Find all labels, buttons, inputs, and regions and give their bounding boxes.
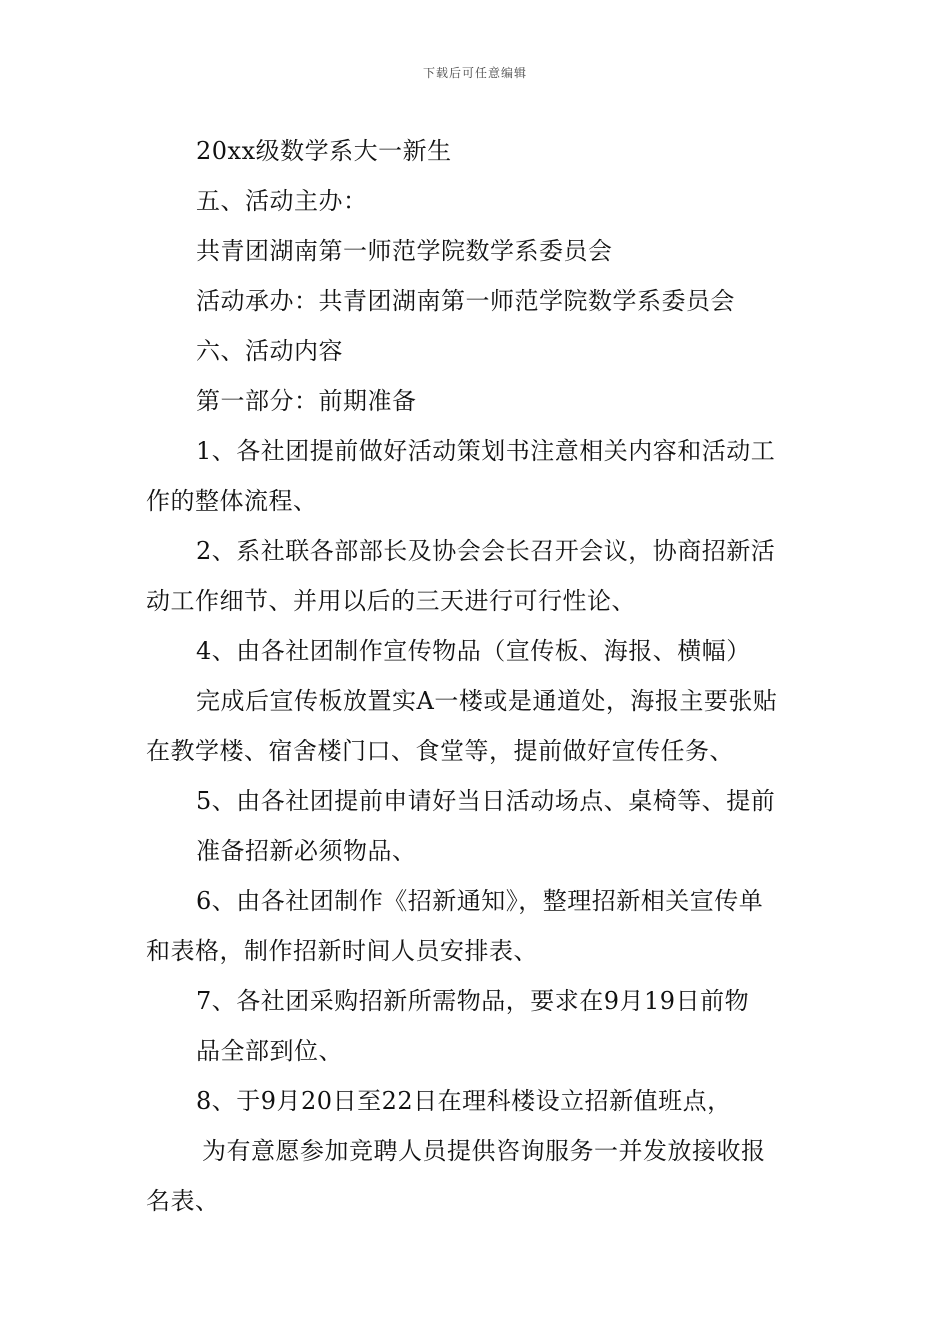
item-4-line-2: 完成后宣传板放置实A一楼或是通道处，海报主要张贴 — [196, 687, 778, 715]
heading-part-one: 第一部分：前期准备 — [196, 387, 417, 415]
page-header-note: 下载后可任意编辑 — [422, 66, 527, 80]
item-4-line-3: 在教学楼、宿舍楼门口、食堂等，提前做好宣传任务、 — [146, 737, 734, 765]
item-8-line-3: 名表、 — [146, 1187, 220, 1215]
heading-activity-content: 六、活动内容 — [196, 337, 343, 365]
item-6-line-2: 和表格，制作招新时间人员安排表、 — [146, 937, 538, 965]
item-1-line-1: 1、各社团提前做好活动策划书注意相关内容和活动工 — [196, 437, 776, 465]
line-organizer: 共青团湖南第一师范学院数学系委员会 — [196, 237, 613, 265]
item-4-line-1: 4、由各社团制作宣传物品（宣传板、海报、横幅） — [196, 637, 751, 665]
item-2-line-2: 动工作细节、并用以后的三天进行可行性论、 — [146, 587, 636, 615]
item-1-line-2: 作的整体流程、 — [146, 487, 318, 515]
item-7-line-2: 品全部到位、 — [196, 1037, 343, 1065]
item-8-line-2: 为有意愿参加竞聘人员提供咨询服务一并发放接收报 — [202, 1137, 766, 1165]
item-7-line-1: 7、各社团采购招新所需物品，要求在9月19日前物 — [196, 987, 750, 1015]
item-2-line-1: 2、系社联各部部长及协会会长召开会议，协商招新活 — [196, 537, 776, 565]
item-6-line-1: 6、由各社团制作《招新通知》，整理招新相关宣传单 — [196, 887, 764, 915]
document-body — [146, 126, 816, 1226]
item-5-line-1: 5、由各社团提前申请好当日活动场点、桌椅等、提前 — [196, 787, 776, 815]
line-target-audience: 20xx级数学系大一新生 — [196, 137, 452, 165]
item-5-line-2: 准备招新必须物品、 — [196, 837, 417, 865]
heading-organizer: 五、活动主办： — [196, 187, 368, 215]
line-co-organizer: 活动承办：共青团湖南第一师范学院数学系委员会 — [196, 287, 735, 315]
item-8-line-1: 8、于9月20日至22日在理科楼设立招新值班点， — [196, 1087, 732, 1115]
